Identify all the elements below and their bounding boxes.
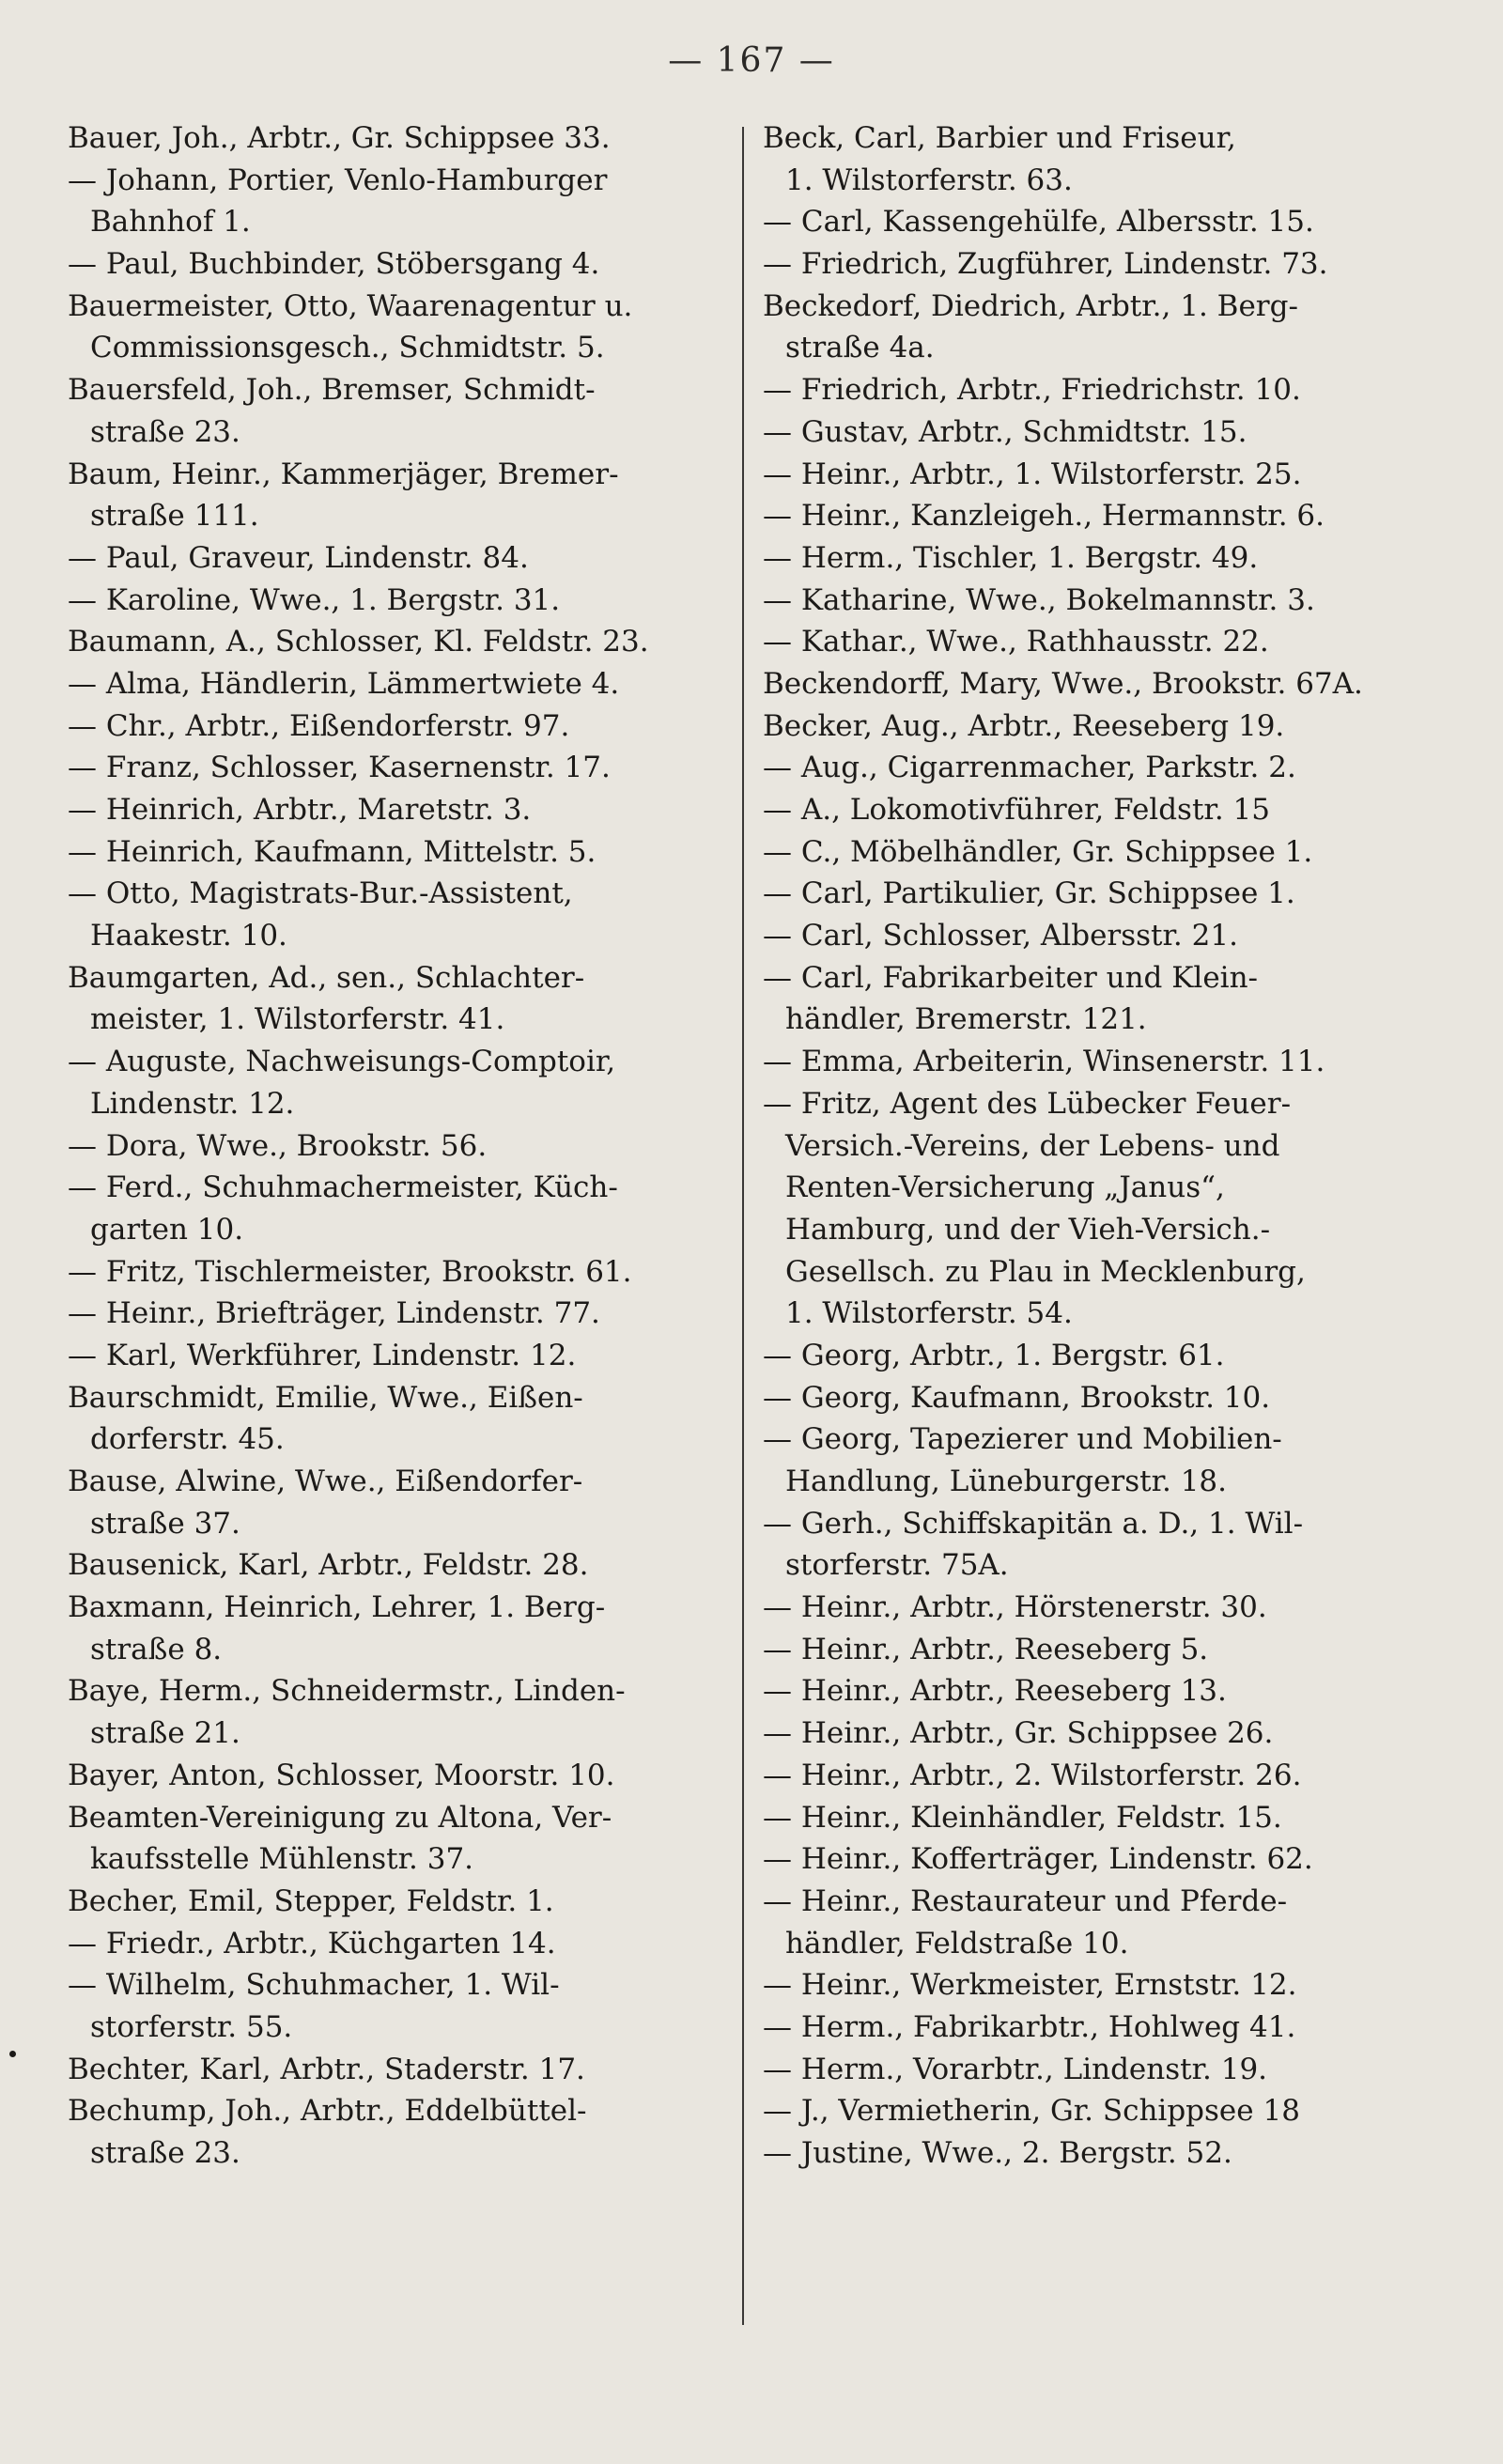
directory-subentry: — Fritz, Agent des Lübecker Feuer- <box>763 1086 1292 1121</box>
entry-continuation: straße 8. <box>90 1632 223 1666</box>
directory-subentry: — Heinr., Kofferträger, Lindenstr. 62. <box>763 1842 1313 1877</box>
directory-subentry: — Heinr., Kleinhändler, Feldstr. 15. <box>763 1800 1282 1835</box>
directory-subentry: — Heinr., Arbtr., 1. Wilstorferstr. 25. <box>763 457 1302 491</box>
directory-subentry: — Ferd., Schuhmachermeister, Küch- <box>68 1170 618 1205</box>
directory-subentry: — Katharine, Wwe., Bokelmannstr. 3. <box>763 582 1315 617</box>
entry-continuation: Renten-Versicherung „Janus“, <box>785 1170 1225 1205</box>
directory-subentry: — Georg, Tapezierer und Mobilien- <box>763 1422 1282 1457</box>
right-column <box>763 117 1420 2175</box>
directory-subentry: — Heinr., Kanzleigeh., Hermannstr. 6. <box>763 499 1325 534</box>
entry-continuation: Haakestr. 10. <box>90 919 287 953</box>
directory-entry: Bauersfeld, Joh., Bremser, Schmidt- <box>68 373 596 408</box>
entry-continuation: storferstr. 55. <box>90 2009 293 2044</box>
directory-entry: Baurschmidt, Emilie, Wwe., Eißen- <box>68 1380 583 1415</box>
directory-subentry: — Heinrich, Kaufmann, Mittelstr. 5. <box>68 834 597 869</box>
directory-subentry: — Herm., Vorarbtr., Lindenstr. 19. <box>763 2052 1268 2086</box>
directory-subentry: — Heinr., Briefträger, Lindenstr. 77. <box>68 1296 600 1331</box>
entry-continuation: händler, Bremerstr. 121. <box>785 1002 1147 1037</box>
directory-entry: Bauermeister, Otto, Waarenagentur u. <box>68 288 633 323</box>
directory-subentry: — Heinr., Arbtr., Reeseberg 13. <box>763 1674 1227 1709</box>
directory-subentry: — Carl, Partikulier, Gr. Schippsee 1. <box>763 876 1295 911</box>
directory-subentry: — Herm., Tischler, 1. Bergstr. 49. <box>763 540 1259 575</box>
directory-entry: Beamten-Vereinigung zu Altona, Ver- <box>68 1800 612 1835</box>
directory-subentry: — Heinrich, Arbtr., Maretstr. 3. <box>68 793 532 827</box>
directory-entry: Beckendorff, Mary, Wwe., Brookstr. 67A. <box>763 666 1363 701</box>
directory-subentry: — Heinr., Arbtr., Hörstenerstr. 30. <box>763 1590 1267 1625</box>
directory-subentry: — Carl, Schlosser, Albersstr. 21. <box>763 919 1238 953</box>
directory-subentry: — Auguste, Nachweisungs-Comptoir, <box>68 1045 616 1079</box>
directory-subentry: — Wilhelm, Schuhmacher, 1. Wil- <box>68 1968 560 2003</box>
directory-subentry: — A., Lokomotivführer, Feldstr. 15 <box>763 793 1270 827</box>
directory-entry: Bechump, Joh., Arbtr., Eddelbüttel- <box>68 2094 587 2129</box>
directory-subentry: — J., Vermietherin, Gr. Schippsee 18 <box>763 2094 1300 2129</box>
entry-continuation: straße 23. <box>90 2136 240 2170</box>
ink-speck <box>9 2051 16 2057</box>
directory-subentry: — Emma, Arbeiterin, Winsenerstr. 11. <box>763 1045 1325 1079</box>
directory-entry: Beckedorf, Diedrich, Arbtr., 1. Berg- <box>763 288 1298 323</box>
directory-subentry: — Gerh., Schiffskapitän a. D., 1. Wil- <box>763 1506 1304 1541</box>
directory-subentry: — Gustav, Arbtr., Schmidtstr. 15. <box>763 414 1247 449</box>
directory-entry: Becher, Emil, Stepper, Feldstr. 1. <box>68 1883 554 1918</box>
directory-subentry: — Dora, Wwe., Brookstr. 56. <box>68 1128 488 1163</box>
entry-continuation: 1. Wilstorferstr. 54. <box>785 1296 1073 1331</box>
entry-continuation: straße 37. <box>90 1506 240 1541</box>
directory-subentry: — Aug., Cigarrenmacher, Parkstr. 2. <box>763 751 1296 785</box>
entry-continuation: dorferstr. 45. <box>90 1422 285 1457</box>
entry-continuation: straße 4a. <box>785 331 935 365</box>
directory-subentry: — Heinr., Arbtr., Reeseberg 5. <box>763 1632 1209 1666</box>
entry-continuation: Lindenstr. 12. <box>90 1086 295 1121</box>
page-number: — 167 — <box>668 41 835 80</box>
directory-subentry: — Paul, Graveur, Lindenstr. 84. <box>68 540 529 575</box>
directory-subentry: — Paul, Buchbinder, Stöbersgang 4. <box>68 247 600 282</box>
entry-continuation: Commissionsgesch., Schmidtstr. 5. <box>90 331 605 365</box>
entry-continuation: 1. Wilstorferstr. 63. <box>785 163 1073 197</box>
directory-subentry: — Heinr., Werkmeister, Ernststr. 12. <box>763 1968 1297 2003</box>
directory-subentry: — Friedrich, Arbtr., Friedrichstr. 10. <box>763 373 1301 408</box>
directory-subentry: — Alma, Händlerin, Lämmertwiete 4. <box>68 666 620 701</box>
directory-entry: Bauer, Joh., Arbtr., Gr. Schippsee 33. <box>68 121 611 155</box>
entry-continuation: Bahnhof 1. <box>90 205 251 240</box>
directory-entry: Bause, Alwine, Wwe., Eißendorfer- <box>68 1464 583 1498</box>
entry-continuation: storferstr. 75A. <box>785 1548 1009 1583</box>
directory-subentry: — Herm., Fabrikarbtr., Hohlweg 41. <box>763 2009 1296 2044</box>
entry-continuation: Gesellsch. zu Plau in Mecklenburg, <box>785 1254 1306 1289</box>
directory-entry: Baumgarten, Ad., sen., Schlachter- <box>68 960 585 995</box>
directory-entry: Baxmann, Heinrich, Lehrer, 1. Berg- <box>68 1590 606 1625</box>
entry-continuation: Versich.-Vereins, der Lebens- und <box>785 1128 1280 1163</box>
directory-subentry: — Franz, Schlosser, Kasernenstr. 17. <box>68 751 611 785</box>
directory-subentry: — Fritz, Tischlermeister, Brookstr. 61. <box>68 1254 632 1289</box>
directory-entry: Baum, Heinr., Kammerjäger, Bremer- <box>68 457 619 491</box>
directory-subentry: — Georg, Arbtr., 1. Bergstr. 61. <box>763 1338 1225 1372</box>
left-column <box>68 117 725 2175</box>
entry-continuation: straße 111. <box>90 499 259 534</box>
directory-subentry: — Karl, Werkführer, Lindenstr. 12. <box>68 1338 577 1372</box>
entry-continuation: straße 21. <box>90 1716 240 1751</box>
directory-subentry: — Heinr., Restaurateur und Pferde- <box>763 1883 1288 1918</box>
directory-subentry: — Carl, Fabrikarbeiter und Klein- <box>763 960 1259 995</box>
directory-entry: Beck, Carl, Barbier und Friseur, <box>763 121 1236 155</box>
directory-subentry: — C., Möbelhändler, Gr. Schippsee 1. <box>763 834 1313 869</box>
directory-entry: Becker, Aug., Arbtr., Reeseberg 19. <box>763 708 1285 743</box>
entry-continuation: straße 23. <box>90 414 240 449</box>
entry-continuation: Hamburg, und der Vieh-Versich.- <box>785 1212 1271 1247</box>
directory-subentry: — Johann, Portier, Venlo-Hamburger <box>68 163 608 197</box>
directory-subentry: — Otto, Magistrats-Bur.-Assistent, <box>68 876 573 911</box>
directory-subentry: — Heinr., Arbtr., Gr. Schippsee 26. <box>763 1716 1274 1751</box>
entry-continuation: händler, Feldstraße 10. <box>785 1926 1129 1960</box>
directory-entry: Bechter, Karl, Arbtr., Staderstr. 17. <box>68 2052 585 2086</box>
directory-subentry: — Heinr., Arbtr., 2. Wilstorferstr. 26. <box>763 1758 1302 1792</box>
directory-subentry: — Friedr., Arbtr., Küchgarten 14. <box>68 1926 556 1960</box>
entry-continuation: garten 10. <box>90 1212 244 1247</box>
directory-entry: Baumann, A., Schlosser, Kl. Feldstr. 23. <box>68 625 649 659</box>
column-divider <box>742 127 744 2325</box>
directory-subentry: — Georg, Kaufmann, Brookstr. 10. <box>763 1380 1271 1415</box>
directory-subentry: — Kathar., Wwe., Rathhausstr. 22. <box>763 625 1269 659</box>
directory-entry: Bausenick, Karl, Arbtr., Feldstr. 28. <box>68 1548 589 1583</box>
entry-continuation: meister, 1. Wilstorferstr. 41. <box>90 1002 505 1037</box>
entry-continuation: kaufsstelle Mühlenstr. 37. <box>90 1842 474 1877</box>
directory-entry: Baye, Herm., Schneidermstr., Linden- <box>68 1674 626 1709</box>
directory-subentry: — Carl, Kassengehülfe, Albersstr. 15. <box>763 205 1314 240</box>
directory-entry: Bayer, Anton, Schlosser, Moorstr. 10. <box>68 1758 615 1792</box>
directory-subentry: — Chr., Arbtr., Eißendorferstr. 97. <box>68 708 570 743</box>
directory-subentry: — Justine, Wwe., 2. Bergstr. 52. <box>763 2136 1232 2170</box>
directory-subentry: — Karoline, Wwe., 1. Bergstr. 31. <box>68 582 561 617</box>
entry-continuation: Handlung, Lüneburgerstr. 18. <box>785 1464 1228 1498</box>
directory-subentry: — Friedrich, Zugführer, Lindenstr. 73. <box>763 247 1328 282</box>
